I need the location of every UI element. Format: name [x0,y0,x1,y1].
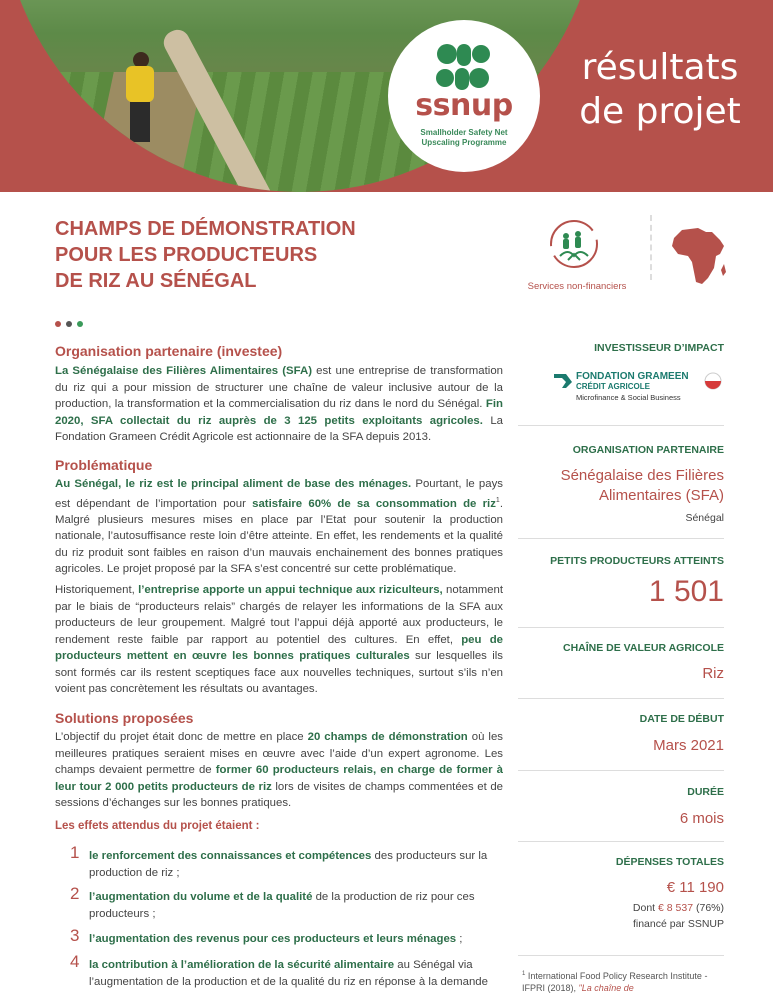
spend-detail [518,900,724,916]
effect-rest: ; [456,933,463,945]
effect-rest: de la production de riz pour ces producteurs ; [89,891,475,920]
effect-number: 1 [70,843,80,862]
effects-heading: Les effets attendus du projet étaient : [55,820,260,832]
duration-heading: DURÉE [687,786,724,798]
org-bold-1: La Sénégalaise des Filières Alimentaires (SFA) [55,365,313,377]
results-title-line-2: de projet [579,91,741,132]
spend-dont: Dont [632,902,659,914]
section-heading-problem: Problématique [55,457,153,473]
spend-amount: € 8 537 [658,902,694,914]
start-heading: DATE DE DÉBUT [639,713,724,725]
spend-heading: DÉPENSES TOTALES [615,856,724,868]
effect-bold: le renforcement des connaissances et compétences [89,850,372,862]
footnote-title: "La chaîne de [578,983,634,993]
partner-heading: ORGANISATION PARTENAIRE [572,444,724,456]
org-paragraph [55,363,503,446]
farmer-figure [120,52,160,142]
title-dots [55,314,88,332]
sidebar-spend [518,856,724,932]
footnote-text: International Food Policy Research Institute - IFPRI (2018), [522,971,708,993]
title-line-1: CHAMPS DE DÉMONSTRATION [55,218,356,240]
org-bold-2: Fin 2020, SFA collectait du riz auprès de 3 125 petits exploitants agricoles. [55,398,503,427]
results-title-line-1: résultats [581,47,739,88]
spend-value: € 11 190 [666,879,724,896]
duration-value: 6 mois [679,810,724,827]
sidebar-start [518,713,724,754]
grameen-logo-line-2: CRÉDIT AGRICOLE [576,382,650,391]
sidebar-separator [518,770,724,771]
prob-text-1: Pourtant, le pays est dépendant de l’importation pour [55,478,503,510]
spend-pct: (76%) [693,902,724,914]
start-value: Mars 2021 [653,737,724,754]
effect-text [89,931,503,948]
category-divider [650,215,652,280]
footnote-ref: 1 [495,496,500,504]
footnote-number: 1 [522,971,526,977]
sidebar-separator [518,538,724,539]
effect-bold: l’augmentation des revenus pour ces producteurs et leurs ménages [89,933,457,945]
solutions-paragraph [55,729,503,812]
effect-number: 4 [70,952,80,971]
prob2-text-3: sur lesquelles ils sont formés car ils restent sceptiques face aux nouvelles techniques, surtout s’ils n’en voient pas concrètement les résultats ou avantages. [55,650,504,695]
partner-name: Sénégalaise des Filières Alimentaires (SFA) [560,467,724,504]
effect-text [89,889,503,922]
effect-number: 3 [70,926,80,945]
prob2-bold-1: l’entreprise apporte un appui technique aux riziculteurs, [138,584,443,596]
dot-2 [66,321,72,327]
producers-value: 1 501 [648,575,724,608]
sidebar-producers [518,555,724,609]
farmer-legs [130,102,150,142]
header-banner [0,0,773,192]
africa-map-icon [668,224,732,288]
effect-bold: la contribution à l’amélioration de la sécurité alimentaire [89,959,395,971]
sidebar-separator [518,841,724,842]
partner-country: Sénégal [685,512,724,524]
problem-paragraph-2 [55,582,503,698]
sol-text-2: où les meilleures pratiques seraient mises en œuvre avec l’aide d’un expert agronome. Les champs devaient permettre de [55,731,503,776]
category-label: Services non-financiers [527,281,627,292]
section-heading-solutions: Solutions proposées [55,710,194,726]
dot-3 [77,321,83,327]
prob-text-2: . Malgré plusieurs mesures mises en place par l’Etat pour soutenir la production nationale, l’autosuffisance reste loin d’être atteinte. En effet, les rendements et la qualité du riz produit sont faibles en raison d’un mauvais enchainement des bonnes pratiques agricoles. Le projet proposé par la SFA s’est concentré sur cette problématique. [55,497,503,576]
farmers-icon [548,216,600,272]
grameen-logo-line-3: Microfinance & Social Business [576,393,681,402]
effect-rest: au Sénégal via l’augmentation de la production et de la qualité du riz en réponse à la demande [89,959,488,988]
sol-text-1: L’objectif du projet était donc de mettre en place [55,731,308,743]
title-line-3: DE RIZ AU SÉNÉGAL [55,270,257,292]
dot-1 [55,321,61,327]
org-text-2: La Fondation Grameen Crédit Agricole est actionnaire de la SFA depuis 2013. [55,414,503,443]
effect-item [70,952,503,990]
credit-agricole-icon [552,372,574,390]
sol-bold-2: former 60 producteurs relais, en charge de former à leur tour 2 000 petits producteurs de riz [55,764,503,793]
footnote [522,968,728,994]
circle-flag-icon [704,372,722,390]
sidebar-separator [518,627,724,628]
sidebar-investor [518,342,724,354]
spend-financed: financé par SSNUP [632,918,724,930]
tagline-line-1: Smallholder Safety Net [420,128,508,137]
sidebar-duration [518,786,724,827]
effect-text [89,848,503,881]
producers-heading: PETITS PRODUCTEURS ATTEINTS [550,555,724,567]
sidebar-chain [518,642,724,682]
prob2-text-1: Historiquement, [55,584,139,596]
prob-bold-1: Au Sénégal, le riz est le principal aliment de base des ménages. [55,478,412,490]
ssnup-wordmark: ssnup [415,88,513,123]
effect-rest: des producteurs sur la production de riz ; [89,850,488,879]
chain-heading: CHAÎNE DE VALEUR AGRICOLE [562,642,724,654]
grameen-logo [552,370,724,404]
tagline-line-2: Upscaling Programme [421,138,507,147]
section-heading-org: Organisation partenaire (investee) [55,343,283,359]
ssnup-logo-icon [435,42,491,92]
sidebar-separator [518,425,724,426]
effect-item [70,884,503,922]
sol-bold-1: 20 champs de démonstration [307,731,468,743]
sol-text-3: lors de visites de champs commentées et de sessions d’échanges sur les bonnes pratiques. [55,780,503,809]
prob-bold-2: satisfaire 60% de sa consommation de riz [252,497,496,510]
problem-paragraph-1 [55,476,503,578]
grameen-logo-line-1: FONDATION GRAMEEN [576,371,689,382]
page-title [55,216,455,294]
effect-bold: l’augmentation du volume et de la qualité [89,891,313,903]
sidebar-separator [518,955,724,956]
org-text-1: est une entreprise de transformation du riz qui a pour mission de structurer une chaîne de valeur inclusive autour de la production, la transformation et la commercialisation du riz dans le nord du Sénégal. [55,365,503,410]
prob2-bold-2: peu de producteurs mettent en œuvre les bonnes pratiques culturales [55,633,503,662]
effect-item [70,843,503,881]
farmer-shirt [126,66,154,102]
effect-text [89,957,503,990]
title-line-2: POUR LES PRODUCTEURS [55,244,318,266]
ssnup-tagline [388,128,540,148]
sidebar-separator [518,698,724,699]
investor-heading: INVESTISSEUR D’IMPACT [594,342,724,354]
sidebar-partner [518,444,724,524]
chain-value: Riz [702,665,724,682]
effect-item [70,926,503,948]
effect-number: 2 [70,884,80,903]
prob2-text-2: notamment par le biais de “producteurs relais” chargés de relayer les informations de la SFA aux producteurs de leur groupement. Malgré tout l’appui déjà apporté aux producteurs, le rendement reste faible par rapport au potentiel des cultures. En effet, [55,584,504,646]
results-title [560,46,760,134]
